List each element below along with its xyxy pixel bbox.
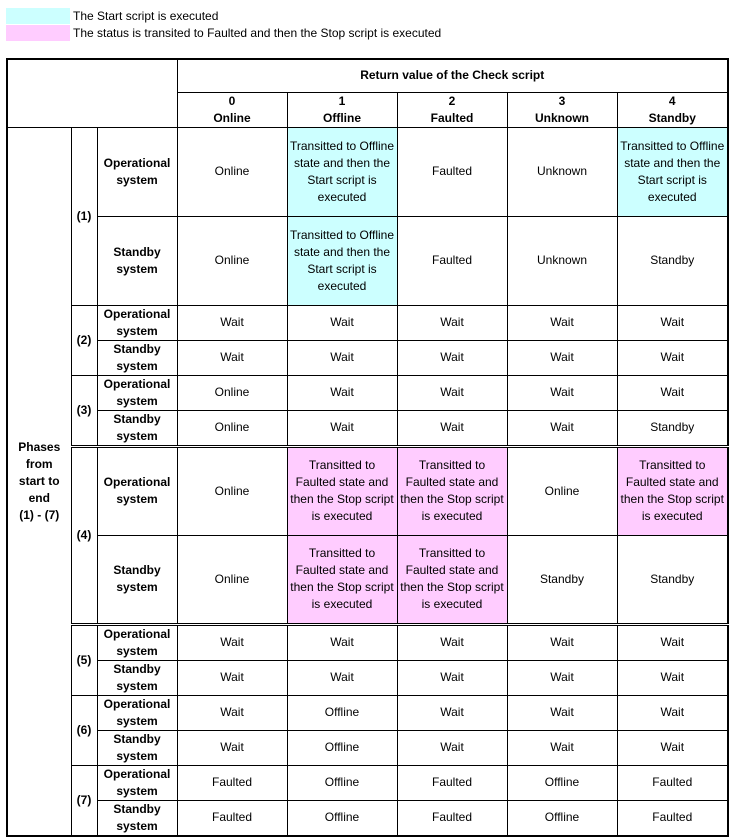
status-cell: Transitted to Faulted state and then the Stop script is executed [287, 446, 397, 535]
status-cell: Online [177, 410, 287, 446]
status-cell: Wait [397, 624, 507, 660]
system-label: Operational system [97, 127, 177, 216]
status-cell: Wait [177, 695, 287, 730]
status-cell: Wait [287, 660, 397, 695]
phase-number: (6) [71, 695, 97, 765]
legend-swatch-pink [6, 25, 70, 41]
status-cell: Wait [177, 305, 287, 340]
status-cell: Faulted [397, 765, 507, 800]
status-cell: Wait [617, 340, 728, 375]
status-cell: Wait [397, 410, 507, 446]
status-cell: Online [507, 446, 617, 535]
status-cell: Online [177, 446, 287, 535]
standby-row [7, 340, 728, 375]
status-cell: Faulted [177, 765, 287, 800]
phase-number: (1) [71, 127, 97, 305]
status-cell: Offline [287, 730, 397, 765]
status-cell: Wait [397, 695, 507, 730]
status-cell: Standby [617, 535, 728, 624]
status-cell: Wait [177, 660, 287, 695]
status-cell: Wait [287, 375, 397, 410]
status-cell: Unknown [507, 127, 617, 216]
status-cell: Online [177, 216, 287, 305]
status-cell: Faulted [617, 800, 728, 836]
system-label: Standby system [97, 800, 177, 836]
operational-row [7, 765, 728, 800]
status-cell: Wait [287, 305, 397, 340]
status-cell: Wait [507, 340, 617, 375]
status-cell: Wait [507, 695, 617, 730]
column-header: 4 Standby [617, 92, 728, 127]
status-cell: Wait [617, 730, 728, 765]
system-label: Operational system [97, 375, 177, 410]
legend-text: The Start script is executed [73, 9, 219, 23]
operational-row [7, 375, 728, 410]
system-label: Standby system [97, 660, 177, 695]
status-cell: Faulted [397, 800, 507, 836]
status-cell: Faulted [617, 765, 728, 800]
status-cell: Wait [507, 410, 617, 446]
status-cell: Standby [507, 535, 617, 624]
phase-number: (3) [71, 375, 97, 446]
legend-text: The status is transited to Faulted and then the Stop script is executed [73, 26, 442, 40]
status-cell: Wait [397, 305, 507, 340]
status-cell: Transitted to Faulted state and then the Stop script is executed [287, 535, 397, 624]
status-cell: Wait [177, 340, 287, 375]
status-cell: Faulted [397, 216, 507, 305]
status-cell: Faulted [397, 127, 507, 216]
phase-number: (5) [71, 624, 97, 695]
status-cell: Transitted to Faulted state and then the Stop script is executed [617, 446, 728, 535]
status-cell: Transitted to Offline state and then the Start script is executed [617, 127, 728, 216]
status-cell: Wait [507, 624, 617, 660]
column-header: 3 Unknown [507, 92, 617, 127]
status-cell: Wait [177, 624, 287, 660]
operational-row [7, 446, 728, 535]
status-cell: Wait [397, 730, 507, 765]
system-label: Operational system [97, 446, 177, 535]
status-cell: Wait [397, 375, 507, 410]
phase-number: (2) [71, 305, 97, 375]
operational-row [7, 127, 728, 216]
standby-row [7, 410, 728, 446]
standby-row [7, 535, 728, 624]
operational-row [7, 695, 728, 730]
table-title: Return value of the Check script [177, 59, 728, 92]
status-cell: Wait [287, 340, 397, 375]
status-cell: Wait [507, 375, 617, 410]
status-cell: Unknown [507, 216, 617, 305]
standby-row [7, 216, 728, 305]
status-cell: Wait [617, 695, 728, 730]
status-cell: Wait [507, 660, 617, 695]
status-cell: Wait [507, 305, 617, 340]
status-cell: Wait [617, 624, 728, 660]
phase-number: (4) [71, 446, 97, 624]
corner-cell [7, 59, 177, 127]
operational-row [7, 624, 728, 660]
system-label: Operational system [97, 305, 177, 340]
status-cell: Transitted to Offline state and then the Start script is executed [287, 127, 397, 216]
column-header: 0 Online [177, 92, 287, 127]
status-cell: Wait [617, 375, 728, 410]
status-cell: Online [177, 535, 287, 624]
system-label: Standby system [97, 410, 177, 446]
check-script-table [6, 58, 729, 837]
status-cell: Offline [507, 800, 617, 836]
status-cell: Wait [397, 660, 507, 695]
column-header: 1 Offline [287, 92, 397, 127]
status-cell: Offline [287, 765, 397, 800]
phase-label: Phases from start to end (1) - (7) [7, 127, 71, 836]
system-label: Operational system [97, 765, 177, 800]
standby-row [7, 660, 728, 695]
status-cell: Standby [617, 216, 728, 305]
phase-number: (7) [71, 765, 97, 836]
system-label: Standby system [97, 535, 177, 624]
standby-row [7, 730, 728, 765]
operational-row [7, 305, 728, 340]
status-cell: Wait [397, 340, 507, 375]
status-cell: Transitted to Offline state and then the Start script is executed [287, 216, 397, 305]
status-cell: Online [177, 127, 287, 216]
status-cell: Wait [287, 410, 397, 446]
system-label: Operational system [97, 695, 177, 730]
status-cell: Transitted to Faulted state and then the Stop script is executed [397, 446, 507, 535]
column-header: 2 Faulted [397, 92, 507, 127]
status-cell: Offline [507, 765, 617, 800]
status-cell: Offline [287, 800, 397, 836]
system-label: Standby system [97, 730, 177, 765]
status-cell: Transitted to Faulted state and then the Stop script is executed [397, 535, 507, 624]
standby-row [7, 800, 728, 836]
table-body [7, 127, 728, 836]
status-cell: Wait [177, 730, 287, 765]
status-cell: Wait [617, 305, 728, 340]
system-label: Standby system [97, 340, 177, 375]
status-cell: Standby [617, 410, 728, 446]
status-cell: Wait [617, 660, 728, 695]
status-cell: Faulted [177, 800, 287, 836]
legend-swatch-cyan [6, 8, 70, 24]
status-cell: Wait [507, 730, 617, 765]
status-cell: Online [177, 375, 287, 410]
status-cell: Offline [287, 695, 397, 730]
system-label: Standby system [97, 216, 177, 305]
status-cell: Wait [287, 624, 397, 660]
system-label: Operational system [97, 624, 177, 660]
